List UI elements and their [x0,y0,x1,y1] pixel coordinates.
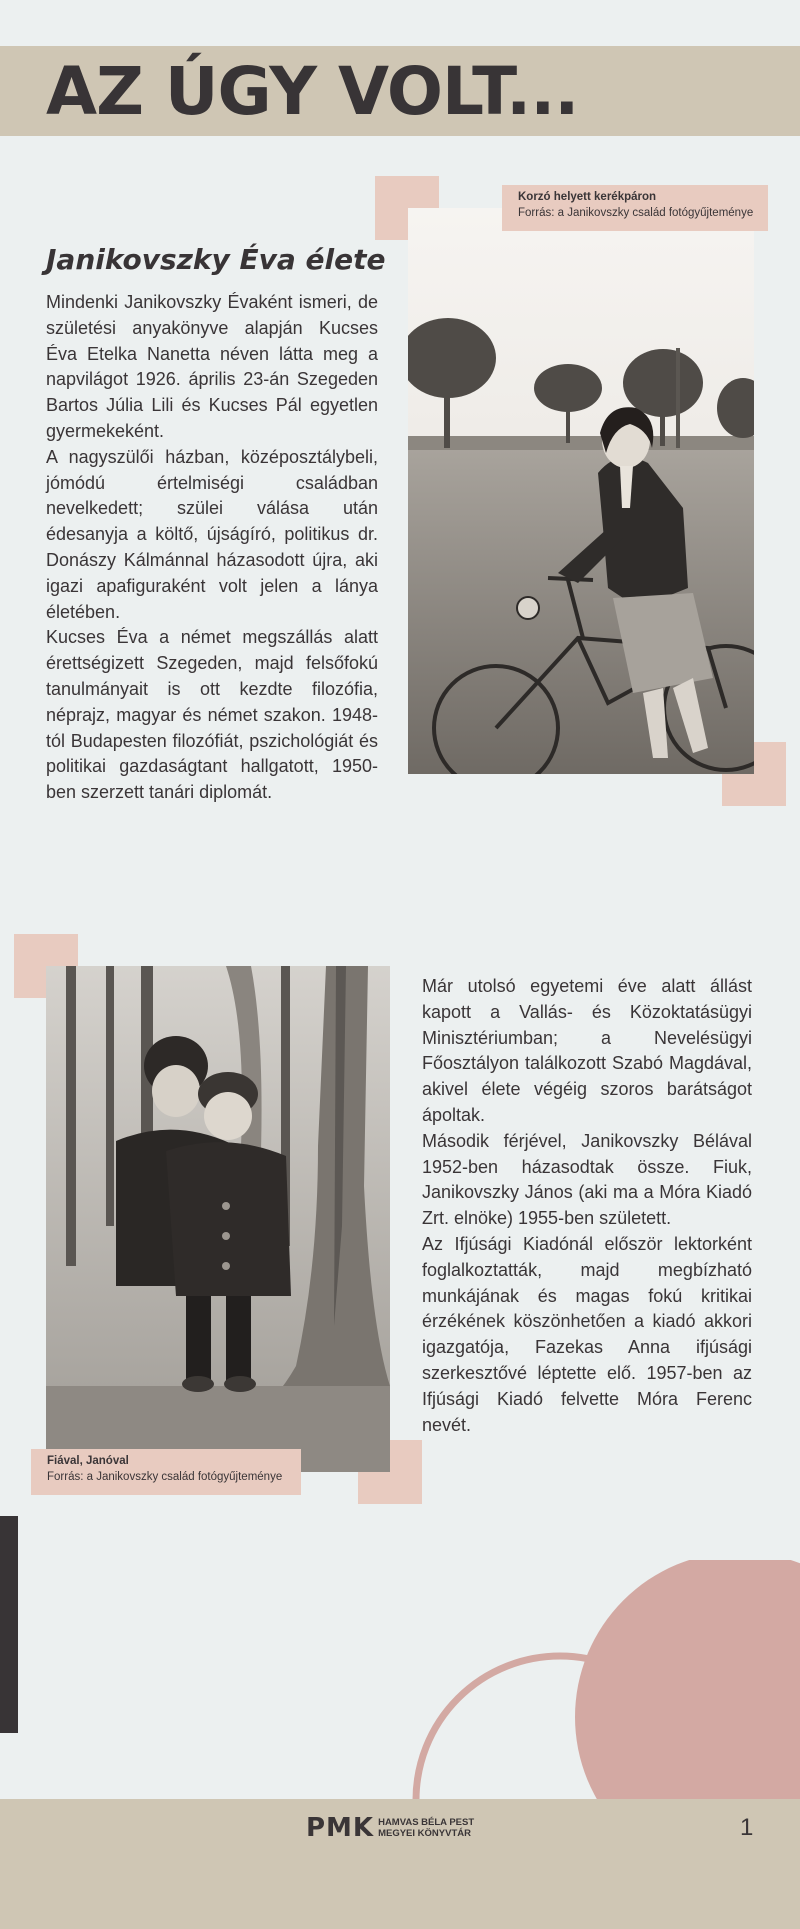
page-title: AZ ÚGY VOLT... [46,53,579,130]
photo-bicycle-caption [502,185,768,231]
photo-with-son [46,966,390,1472]
paragraph: Második férjével, Janikovszky Bélával 1952-ben házasodtak össze. Fiuk, Janikovszky János (aki ma a Móra Kiadó Zrt. elnöke) 1955-ben született. [422,1130,752,1229]
decorative-disc [575,1560,800,1800]
caption-title: Korzó helyett kerékpáron [518,191,657,203]
logo-text [378,1817,474,1839]
page-number: 1 [740,1814,754,1841]
library-logo [306,1808,474,1848]
paragraph: A nagyszülői házban, középosztálybeli, jómódú értelmiségi családban nevelkedett; szülei válása után édesanyja a költő, újságíró, politikus dr. Donászy Kálmánnal házasodott újra, aki igazi apafiguraként volt jelen a lánya életében. [46,446,378,622]
caption-title: Fiával, Janóval [47,1455,129,1467]
photo-bicycle-image [408,208,754,774]
decorative-circles [0,1560,800,1800]
photo-bicycle [408,208,754,774]
logo-mark: PMK [306,1813,375,1843]
caption-source: Forrás: a Janikovszky család fotógyűjteménye [47,1471,283,1483]
section-title: Janikovszky Éva élete [46,243,386,276]
caption-source: Forrás: a Janikovszky család fotógyűjteménye [518,207,754,219]
photo-with-son-image [46,966,390,1472]
biography-text-left [46,290,378,806]
paragraph: Mindenki Janikovszky Évaként ismeri, de születési anyakönyve alapján Kucses Éva Etelka Nanetta néven látta meg a napvilágot 1926. április 23-án Szegeden Bartos Júlia Lili és Kucses Pál egyetlen gyermekeként. [46,292,378,441]
photo-with-son-caption [31,1449,301,1495]
paragraph: Már utolsó egyetemi éve alatt állást kapott a Vallás- és Közoktatásügyi Minisztériumban; a Nevelésügyi Főosztályon találkozott Szabó Magdával, akivel élete végéig szoros barátságot ápoltak. [422,976,752,1125]
logo-line: MEGYEI KÖNYVTÁR [378,1828,471,1839]
paragraph: Kucses Éva a német megszállás alatt érettségizett Szegeden, majd felsőfokú tanulmányait is ott kezdte filozófia, néprajz, magyar és német szakon. 1948-tól Budapesten filozófiát, pszichológiát és politikai gazdaságtant hallgatott, 1950-ben szerzett tanári diplomát. [46,627,378,803]
biography-text-right [422,974,752,1438]
logo-line: HAMVAS BÉLA PEST [378,1817,475,1828]
paragraph: Az Ifjúsági Kiadónál először lektorként foglalkoztatták, majd megbízható munkájának és magas fokú kritikai érzékének köszönhetően a kiadó akkori igazgatója, Fazekas Anna ifjúsági szerkesztővé léptette elő. 1957-ben az Ifjúsági Kiadó felvette Móra Ferenc nevét. [422,1233,752,1435]
